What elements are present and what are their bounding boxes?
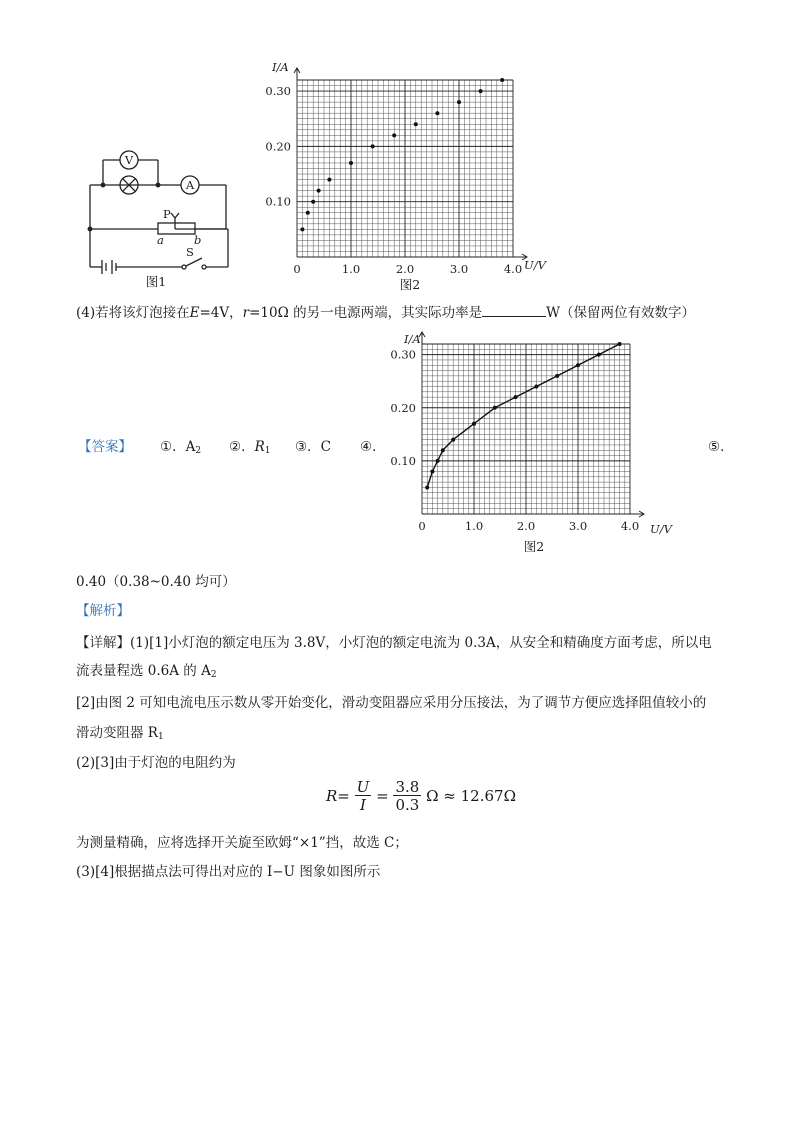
- detail-line-1: 【详解】(1)[1]小灯泡的额定电压为 3.8V，小灯泡的额定电流为 0.3A，从安全和精确度方面考虑，所以电: [76, 635, 712, 651]
- x-tick-label: 3.0: [568, 519, 588, 533]
- answer-5-value: 0.40（0.38~0.40 均可）: [76, 574, 236, 590]
- answer-blank: [482, 304, 546, 317]
- end-b-label: b: [194, 233, 202, 247]
- y-axis-arrow: [294, 68, 300, 80]
- x-axis-label: U/V: [650, 522, 672, 536]
- figure2-caption: 图2: [399, 277, 421, 292]
- data-point: [435, 111, 439, 115]
- data-point: [472, 422, 476, 426]
- x-tick-label: 0: [418, 519, 426, 533]
- switch-label: S: [186, 245, 194, 259]
- data-point: [597, 353, 601, 357]
- data-point: [392, 133, 396, 137]
- data-point: [306, 211, 310, 215]
- analysis-tag: 【解析】: [76, 603, 130, 619]
- answer-4: ④．: [360, 439, 386, 455]
- detail-line-6: 为测量精确，应将选择开关旋至欧姆“×1”挡，故选 C；: [76, 835, 408, 851]
- data-point: [327, 178, 331, 182]
- answer-tag: 【答案】: [78, 439, 132, 455]
- detail-line-3: [2]由图 2 可知电流电压示数从零开始变化，滑动变阻器应采用分压接法，为了调节方便应选择阻值较小的: [76, 695, 707, 711]
- y-axis-label: I/A: [272, 60, 289, 74]
- y-tick-label: 0.20: [265, 139, 291, 154]
- y-tick-label: 0.30: [265, 84, 291, 99]
- data-point: [451, 438, 455, 442]
- data-point: [479, 89, 483, 93]
- x-axis-label: U/V: [524, 258, 546, 272]
- x-tick-label: 1.0: [341, 262, 361, 276]
- answer-1: ①．$A_2$: [160, 439, 202, 456]
- iu-chart-answer: [390, 327, 684, 567]
- data-point: [500, 78, 504, 82]
- resistance-formula: R= $\frac{U}{I}$ = $\frac{3.8}{0.3}$ Ω ≈ 12.67Ω: [326, 778, 517, 814]
- ammeter-label: A: [185, 178, 195, 192]
- detail-line-2: 流表量程选 0.6A 的 $A_2$: [76, 663, 217, 680]
- switch-icon: [186, 258, 202, 266]
- detail-line-5: (2)[3]由于灯泡的电阻约为: [76, 755, 236, 771]
- data-point: [300, 227, 304, 231]
- data-point: [493, 406, 497, 410]
- figure2-caption: 图2: [523, 539, 545, 554]
- slider-label: P: [163, 207, 171, 221]
- voltmeter-label: V: [124, 153, 134, 167]
- detail-line-4: 滑动变阻器 $R_1$: [76, 725, 164, 742]
- figure1-caption: 图1: [145, 274, 167, 289]
- data-point: [414, 122, 418, 126]
- x-tick-label: 2.0: [516, 519, 536, 533]
- answer-3: ③．C: [295, 439, 331, 455]
- end-a-label: a: [157, 233, 164, 247]
- data-point: [576, 363, 580, 367]
- y-tick-label: 0.20: [390, 400, 416, 415]
- data-point: [317, 189, 321, 193]
- data-point: [618, 342, 622, 346]
- x-tick-label: 3.0: [449, 262, 469, 276]
- data-point: [371, 144, 375, 148]
- fit-curve: [427, 344, 619, 487]
- data-point: [349, 161, 353, 165]
- x-tick-label: 0: [293, 262, 301, 276]
- fraction-u-over-i: $\frac{U}{I}$: [356, 778, 370, 814]
- x-tick-label: 4.0: [620, 519, 640, 533]
- x-tick-label: 1.0: [464, 519, 484, 533]
- data-point: [457, 100, 461, 104]
- detail-line-7: (3)[4]根据描点法可得出对应的 I−U 图象如图所示: [76, 864, 381, 880]
- fraction-numeric: $\frac{3.8}{0.3}$: [395, 778, 420, 814]
- question-4: (4)若将该灯泡接在E=4V，r=10Ω 的另一电源两端，其实际功率是 W（保留两位有效数字）: [76, 305, 695, 321]
- x-axis-arrow: [630, 511, 644, 517]
- data-point: [555, 374, 559, 378]
- data-point: [430, 470, 434, 474]
- data-point: [441, 448, 445, 452]
- y-axis-label: I/A: [404, 332, 421, 346]
- data-point: [534, 385, 538, 389]
- answer-5: ⑤．: [708, 439, 734, 455]
- answer-2: ②．$R_1$: [229, 439, 271, 456]
- data-point: [311, 200, 315, 204]
- data-point: [436, 459, 440, 463]
- data-point: [514, 395, 518, 399]
- data-point: [425, 485, 429, 489]
- circuit-diagram: [78, 140, 238, 295]
- y-tick-label: 0.10: [390, 453, 416, 468]
- y-tick-label: 0.30: [390, 347, 416, 362]
- x-tick-label: 2.0: [395, 262, 415, 276]
- y-tick-label: 0.10: [265, 194, 291, 209]
- x-tick-label: 4.0: [503, 262, 523, 276]
- iu-chart-question: [262, 55, 552, 295]
